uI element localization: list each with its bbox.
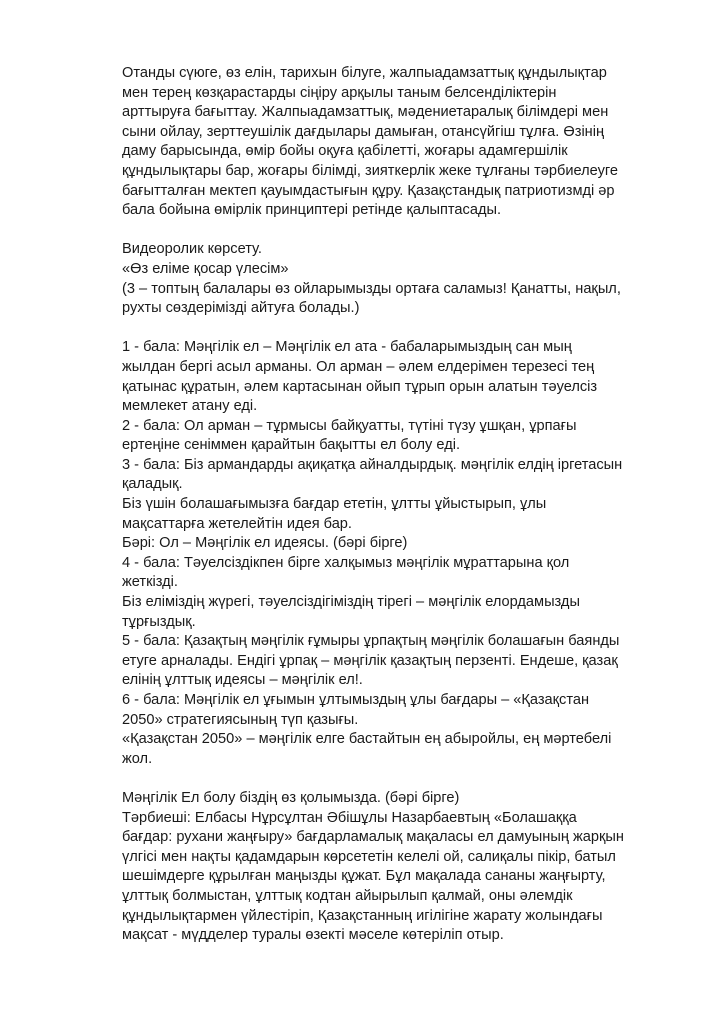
- text-line: елінің ұлттық идеясы – мәңгілік ел!.: [122, 672, 363, 689]
- text-line: Мәңгілік Ел болу біздің өз қолымызда. (бәрі бірге): [122, 789, 460, 806]
- text-line: мемлекет атану еді.: [122, 398, 258, 415]
- text-line: мақсат - мүдделер туралы өзекті мәселе көтеріліп отыр.: [122, 927, 504, 944]
- text-line: 6 - бала: Мәңгілік ел ұғымын ұлтымыздың ұлы бағдары – «Қазақстан: [122, 692, 590, 708]
- text-line: 4 - бала: Тәуелсіздікпен бірге халқымыз мәңгілік мұраттарына қол: [122, 554, 570, 571]
- text-line: құндылықтармен үйлестіріп, Қазақстанның игілігіне жарату жолындағы: [122, 907, 603, 924]
- text-line: 1 - бала: Мәңгілік ел – Мәңгілік ел ата - бабаларымыздың сан мың: [122, 339, 572, 356]
- text-line: жол.: [122, 750, 153, 767]
- text-line: бағытталған мектеп қауымдастығын құру. Қазақстандық патриотизмді әр: [122, 182, 615, 199]
- text-line: мен терең көзқарастарды сіңіру арқылы таным белсенділіктерін: [122, 84, 557, 101]
- text-line: бала бойына өмірлік принциптері ретінде қалыптасады.: [122, 202, 502, 219]
- paragraph-gap: [122, 769, 678, 789]
- text-line: Видеоролик көрсету.: [122, 241, 262, 258]
- text-line: Отанды сүюге, өз елін, тарихын білуге, жалпыадамзаттық құндылықтар: [122, 65, 607, 81]
- text-line: рухты сөздерімізді айтуға болады.): [122, 300, 360, 317]
- text-line: Біз еліміздің жүрегі, тәуелсіздігіміздің тірегі – мәңгілік елордамызды: [122, 594, 580, 611]
- paragraph-gap: [122, 221, 678, 241]
- text-line: Тәрбиеші: Елбасы Нұрсұлтан Әбішұлы Назарбаевтың «Болашаққа: [122, 809, 577, 826]
- text-line: 2050» стратегиясының түп қазығы.: [122, 711, 359, 728]
- text-line: сыни ойлау, зерттеушілік дағдылары дамыған, отансүйгіш тұлға. Өзінің: [122, 123, 605, 140]
- text-line: қатынас құратын, әлем картасынан ойып тұрып орын алатын тәуелсіз: [122, 378, 598, 395]
- text-line: тұрғыздық.: [122, 613, 196, 630]
- text-line: даму барысында, өмір бойы оқуға қабілетті, жоғары адамгершілік: [122, 143, 568, 160]
- text-line: «Өз еліме қосар үлесім»: [122, 260, 289, 277]
- text-line: арттыруға бағыттау. Жалпыадамзаттық, мәдениетаралық білімдері мен: [122, 104, 609, 121]
- text-line: құндылықтары бар, жоғары білімді, зияткерлік жеке тұлғаны тәрбиелеуге: [122, 162, 619, 179]
- paragraph-gap: [122, 319, 678, 339]
- text-line: етуге арналады. Ендігі ұрпақ – мәңгілік қазақтың перзенті. Ендеше, қазақ: [122, 652, 618, 669]
- text-line: жылдан бергі асыл арманы. Ол арман – әлем елдерімен терезесі тең: [122, 358, 595, 375]
- text-line: 2 - бала: Ол арман – тұрмысы байқуатты, түтіні түзу ұшқан, ұрпағы: [122, 417, 577, 434]
- text-line: Біз үшін болашағымызға бағдар ететін, ұлтты ұйыстырып, ұлы: [122, 496, 547, 513]
- video-paragraph: [122, 240, 678, 318]
- text-line: 5 - бала: Қазақтың мәңгілік ғұмыры ұрпақтың мәңгілік болашағын баянды: [122, 633, 620, 650]
- text-line: шешімдерге құрылған маңызды құжат. Бұл мақалада сананы жаңғырту,: [122, 868, 606, 885]
- teacher-paragraph: [122, 789, 678, 946]
- text-line: «Қазақстан 2050» – мәңгілік елге бастайтын ең абыройлы, ең мәртебелі: [122, 731, 612, 748]
- text-line: мақсаттарға жетелейтін идея бар.: [122, 515, 352, 532]
- text-line: қаладық.: [122, 476, 183, 493]
- text-line: үлгісі мен нақты қадамдарын көрсететін келелі ой, салиқалы пікір, батыл: [122, 848, 616, 865]
- text-line: ұлттық болмыстан, ұлттық кодтан айырылып қалмай, оны әлемдік: [122, 887, 573, 904]
- text-line: 3 - бала: Біз армандарды ақиқатқа айналдырдық. мәңгілік елдің іргетасын: [122, 456, 623, 473]
- text-line: (3 – топтың балалары өз ойларымызды ортаға саламыз! Қанатты, нақыл,: [122, 280, 621, 297]
- text-line: ертеңіне сеніммен қарайтын бақытты ел болу еді.: [122, 437, 461, 454]
- children-dialogue: [122, 338, 678, 769]
- text-line: Бәрі: Ол – Мәңгілік ел идеясы. (бәрі бірге): [122, 535, 408, 552]
- text-line: жеткізді.: [122, 574, 178, 591]
- text-line: бағдар: рухани жаңғыру» бағдарламалық мақаласы ел дамуының жарқын: [122, 829, 624, 846]
- intro-paragraph: [122, 64, 678, 221]
- document-body: [122, 64, 678, 946]
